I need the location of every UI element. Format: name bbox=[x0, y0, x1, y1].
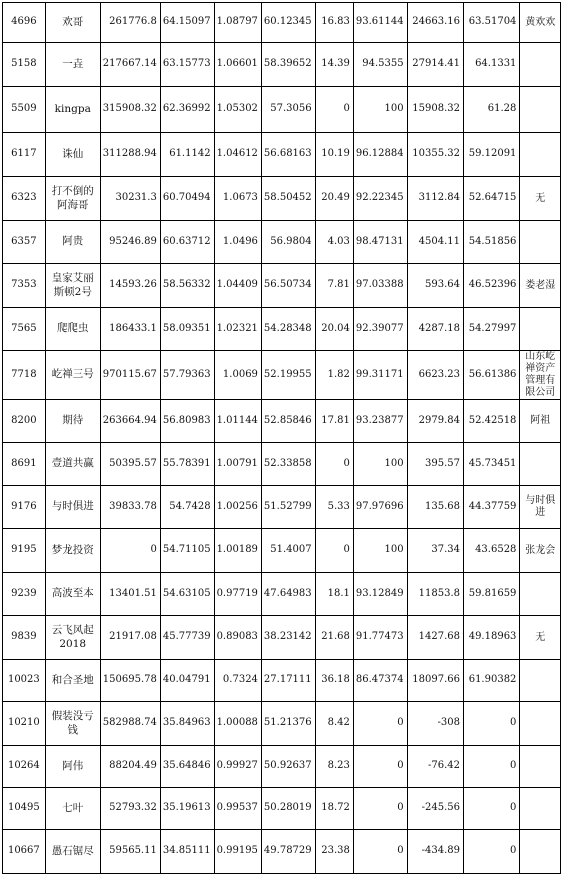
value-cell: 1.06601 bbox=[214, 43, 261, 87]
value-cell: 50395.57 bbox=[100, 443, 160, 486]
value-cell: 60.70494 bbox=[160, 177, 214, 221]
value-cell: 14.39 bbox=[315, 43, 353, 87]
value-cell: 97.03388 bbox=[353, 264, 407, 308]
value-cell: 1.0673 bbox=[214, 177, 261, 221]
name-cell: 云飞风起2018 bbox=[45, 616, 100, 660]
id-cell: 6323 bbox=[3, 177, 46, 221]
value-cell: 6623.23 bbox=[407, 351, 463, 400]
value-cell: 61.1142 bbox=[160, 133, 214, 177]
value-cell: 582988.74 bbox=[100, 702, 160, 746]
value-cell: 18097.66 bbox=[407, 660, 463, 702]
value-cell: 10355.32 bbox=[407, 133, 463, 177]
value-cell: 50.28019 bbox=[261, 788, 315, 830]
value-cell: 1.05302 bbox=[214, 87, 261, 133]
value-cell: 93.12849 bbox=[353, 573, 407, 616]
note-cell: 与时俱进 bbox=[520, 486, 561, 529]
value-cell: 4.03 bbox=[315, 221, 353, 264]
id-cell: 8200 bbox=[3, 400, 46, 443]
value-cell: 44.37759 bbox=[464, 486, 520, 529]
value-cell: 99.31171 bbox=[353, 351, 407, 400]
name-cell: 爬爬虫 bbox=[45, 308, 100, 351]
value-cell: 54.27997 bbox=[464, 308, 520, 351]
id-cell: 9839 bbox=[3, 616, 46, 660]
note-cell: 阿祖 bbox=[520, 400, 561, 443]
value-cell: 1.04409 bbox=[214, 264, 261, 308]
value-cell: 16.83 bbox=[315, 3, 353, 43]
value-cell: 54.7428 bbox=[160, 486, 214, 529]
table-row bbox=[3, 3, 561, 43]
value-cell: 1.08797 bbox=[214, 3, 261, 43]
table-row bbox=[3, 746, 561, 788]
value-cell: 63.15773 bbox=[160, 43, 214, 87]
id-cell: 9195 bbox=[3, 529, 46, 573]
value-cell: 20.04 bbox=[315, 308, 353, 351]
value-cell: 27914.41 bbox=[407, 43, 463, 87]
value-cell: 59.81659 bbox=[464, 573, 520, 616]
name-cell: 七叶 bbox=[45, 788, 100, 830]
value-cell: 45.77739 bbox=[160, 616, 214, 660]
id-cell: 7353 bbox=[3, 264, 46, 308]
value-cell: -245.56 bbox=[407, 788, 463, 830]
value-cell: 52.85846 bbox=[261, 400, 315, 443]
value-cell: 1.0496 bbox=[214, 221, 261, 264]
name-cell: 壹道共赢 bbox=[45, 443, 100, 486]
value-cell: 0 bbox=[464, 702, 520, 746]
value-cell: 38.23142 bbox=[261, 616, 315, 660]
value-cell: 35.84963 bbox=[160, 702, 214, 746]
value-cell: 46.52396 bbox=[464, 264, 520, 308]
value-cell: 52.19955 bbox=[261, 351, 315, 400]
value-cell: 263664.94 bbox=[100, 400, 160, 443]
table-row bbox=[3, 529, 561, 573]
value-cell: 0 bbox=[464, 746, 520, 788]
value-cell: 58.50452 bbox=[261, 177, 315, 221]
name-cell: 假装没亏钱 bbox=[45, 702, 100, 746]
value-cell: 61.28 bbox=[464, 87, 520, 133]
table-row bbox=[3, 87, 561, 133]
value-cell: 60.63712 bbox=[160, 221, 214, 264]
id-cell: 7718 bbox=[3, 351, 46, 400]
value-cell: 35.64846 bbox=[160, 746, 214, 788]
id-cell: 6117 bbox=[3, 133, 46, 177]
value-cell: 0 bbox=[100, 529, 160, 573]
value-cell: 56.50734 bbox=[261, 264, 315, 308]
id-cell: 9176 bbox=[3, 486, 46, 529]
name-cell: 和合圣地 bbox=[45, 660, 100, 702]
value-cell: 100 bbox=[353, 443, 407, 486]
id-cell: 10210 bbox=[3, 702, 46, 746]
note-cell bbox=[520, 702, 561, 746]
id-cell: 5158 bbox=[3, 43, 46, 87]
note-cell bbox=[520, 443, 561, 486]
note-cell: 娄老湿 bbox=[520, 264, 561, 308]
value-cell: 58.56332 bbox=[160, 264, 214, 308]
value-cell: 395.57 bbox=[407, 443, 463, 486]
value-cell: 0 bbox=[464, 830, 520, 874]
name-cell: 欢哥 bbox=[45, 3, 100, 43]
id-cell: 5509 bbox=[3, 87, 46, 133]
value-cell: 100 bbox=[353, 87, 407, 133]
note-cell bbox=[520, 43, 561, 87]
note-cell: 无 bbox=[520, 177, 561, 221]
table-row bbox=[3, 351, 561, 400]
value-cell: 56.9804 bbox=[261, 221, 315, 264]
value-cell: 61.90382 bbox=[464, 660, 520, 702]
value-cell: 39833.78 bbox=[100, 486, 160, 529]
value-cell: 57.79363 bbox=[160, 351, 214, 400]
value-cell: 1.02321 bbox=[214, 308, 261, 351]
value-cell: 64.1331 bbox=[464, 43, 520, 87]
value-cell: 1.00189 bbox=[214, 529, 261, 573]
value-cell: 261776.8 bbox=[100, 3, 160, 43]
id-cell: 6357 bbox=[3, 221, 46, 264]
name-cell: 阿贵 bbox=[45, 221, 100, 264]
value-cell: 56.61386 bbox=[464, 351, 520, 400]
value-cell: 21.68 bbox=[315, 616, 353, 660]
name-cell: kingpa bbox=[45, 87, 100, 133]
value-cell: 0 bbox=[464, 788, 520, 830]
value-cell: 92.39077 bbox=[353, 308, 407, 351]
value-cell: 52.42518 bbox=[464, 400, 520, 443]
value-cell: 49.18963 bbox=[464, 616, 520, 660]
value-cell: 98.47131 bbox=[353, 221, 407, 264]
id-cell: 8691 bbox=[3, 443, 46, 486]
value-cell: 51.4007 bbox=[261, 529, 315, 573]
value-cell: 30231.3 bbox=[100, 177, 160, 221]
value-cell: 1427.68 bbox=[407, 616, 463, 660]
note-cell: 张龙会 bbox=[520, 529, 561, 573]
id-cell: 10667 bbox=[3, 830, 46, 874]
value-cell: 0 bbox=[315, 443, 353, 486]
value-cell: 94.5355 bbox=[353, 43, 407, 87]
name-cell: 高波至本 bbox=[45, 573, 100, 616]
value-cell: 14593.26 bbox=[100, 264, 160, 308]
id-cell: 10264 bbox=[3, 746, 46, 788]
value-cell: 0 bbox=[353, 830, 407, 874]
value-cell: 57.3056 bbox=[261, 87, 315, 133]
value-cell: 93.23877 bbox=[353, 400, 407, 443]
table-row bbox=[3, 660, 561, 702]
value-cell: 1.00256 bbox=[214, 486, 261, 529]
id-cell: 10495 bbox=[3, 788, 46, 830]
value-cell: 0 bbox=[353, 746, 407, 788]
id-cell: 4696 bbox=[3, 3, 46, 43]
id-cell: 9239 bbox=[3, 573, 46, 616]
table-row bbox=[3, 177, 561, 221]
value-cell: 11853.8 bbox=[407, 573, 463, 616]
id-cell: 7565 bbox=[3, 308, 46, 351]
value-cell: 36.18 bbox=[315, 660, 353, 702]
value-cell: 100 bbox=[353, 529, 407, 573]
name-cell: 与时俱进 bbox=[45, 486, 100, 529]
value-cell: 52793.32 bbox=[100, 788, 160, 830]
value-cell: 10.19 bbox=[315, 133, 353, 177]
value-cell: 15908.32 bbox=[407, 87, 463, 133]
value-cell: 311288.94 bbox=[100, 133, 160, 177]
table-row bbox=[3, 43, 561, 87]
name-cell: 打不倒的阿海哥 bbox=[45, 177, 100, 221]
table-row bbox=[3, 308, 561, 351]
value-cell: 18.1 bbox=[315, 573, 353, 616]
value-cell: 3112.84 bbox=[407, 177, 463, 221]
name-cell: 梦龙投资 bbox=[45, 529, 100, 573]
value-cell: 50.92637 bbox=[261, 746, 315, 788]
value-cell: 593.64 bbox=[407, 264, 463, 308]
note-cell bbox=[520, 221, 561, 264]
table-body bbox=[3, 3, 561, 874]
value-cell: 47.64983 bbox=[261, 573, 315, 616]
value-cell: 4287.18 bbox=[407, 308, 463, 351]
value-cell: 135.68 bbox=[407, 486, 463, 529]
value-cell: 18.72 bbox=[315, 788, 353, 830]
note-cell bbox=[520, 573, 561, 616]
value-cell: 27.17111 bbox=[261, 660, 315, 702]
name-cell: 诛仙 bbox=[45, 133, 100, 177]
value-cell: -76.42 bbox=[407, 746, 463, 788]
note-cell: 山东屹禅资产管理有限公司 bbox=[520, 351, 561, 400]
id-cell: 10023 bbox=[3, 660, 46, 702]
value-cell: 52.33858 bbox=[261, 443, 315, 486]
name-cell: 皇家艾丽斯顿2号 bbox=[45, 264, 100, 308]
value-cell: 5.33 bbox=[315, 486, 353, 529]
name-cell: 阿伟 bbox=[45, 746, 100, 788]
note-cell bbox=[520, 133, 561, 177]
value-cell: 92.22345 bbox=[353, 177, 407, 221]
value-cell: 17.81 bbox=[315, 400, 353, 443]
value-cell: 54.63105 bbox=[160, 573, 214, 616]
value-cell: 45.73451 bbox=[464, 443, 520, 486]
name-cell: 屹禅三号 bbox=[45, 351, 100, 400]
value-cell: 91.77473 bbox=[353, 616, 407, 660]
value-cell: 0.99927 bbox=[214, 746, 261, 788]
value-cell: 49.78729 bbox=[261, 830, 315, 874]
table-row bbox=[3, 264, 561, 308]
value-cell: 0 bbox=[353, 788, 407, 830]
value-cell: 0 bbox=[353, 702, 407, 746]
value-cell: 217667.14 bbox=[100, 43, 160, 87]
note-cell: 无 bbox=[520, 616, 561, 660]
value-cell: 20.49 bbox=[315, 177, 353, 221]
note-cell bbox=[520, 830, 561, 874]
value-cell: 86.47374 bbox=[353, 660, 407, 702]
table-row bbox=[3, 702, 561, 746]
value-cell: 1.04612 bbox=[214, 133, 261, 177]
value-cell: 8.42 bbox=[315, 702, 353, 746]
value-cell: 62.36992 bbox=[160, 87, 214, 133]
value-cell: 55.78391 bbox=[160, 443, 214, 486]
value-cell: 95246.89 bbox=[100, 221, 160, 264]
value-cell: 59565.11 bbox=[100, 830, 160, 874]
note-cell bbox=[520, 746, 561, 788]
value-cell: 1.00791 bbox=[214, 443, 261, 486]
value-cell: 54.71105 bbox=[160, 529, 214, 573]
value-cell: -308 bbox=[407, 702, 463, 746]
value-cell: 34.85111 bbox=[160, 830, 214, 874]
value-cell: 60.12345 bbox=[261, 3, 315, 43]
value-cell: 13401.51 bbox=[100, 573, 160, 616]
note-cell bbox=[520, 308, 561, 351]
note-cell: 黄欢欢 bbox=[520, 3, 561, 43]
value-cell: 97.97696 bbox=[353, 486, 407, 529]
value-cell: 51.52799 bbox=[261, 486, 315, 529]
value-cell: 56.68163 bbox=[261, 133, 315, 177]
table-row bbox=[3, 443, 561, 486]
value-cell: 1.0069 bbox=[214, 351, 261, 400]
name-cell: 一垚 bbox=[45, 43, 100, 87]
value-cell: 0.97719 bbox=[214, 573, 261, 616]
value-cell: 150695.78 bbox=[100, 660, 160, 702]
table-row bbox=[3, 830, 561, 874]
value-cell: 24663.16 bbox=[407, 3, 463, 43]
value-cell: 186433.1 bbox=[100, 308, 160, 351]
table-row bbox=[3, 221, 561, 264]
value-cell: 8.23 bbox=[315, 746, 353, 788]
value-cell: 0.99195 bbox=[214, 830, 261, 874]
value-cell: 0 bbox=[315, 529, 353, 573]
value-cell: 58.39652 bbox=[261, 43, 315, 87]
value-cell: 59.12091 bbox=[464, 133, 520, 177]
value-cell: 315908.32 bbox=[100, 87, 160, 133]
value-cell: 52.64715 bbox=[464, 177, 520, 221]
value-cell: 64.15097 bbox=[160, 3, 214, 43]
value-cell: 0.89083 bbox=[214, 616, 261, 660]
ranking-table bbox=[2, 2, 561, 874]
note-cell bbox=[520, 788, 561, 830]
table-row bbox=[3, 486, 561, 529]
value-cell: 56.80983 bbox=[160, 400, 214, 443]
value-cell: 54.51856 bbox=[464, 221, 520, 264]
value-cell: 40.04791 bbox=[160, 660, 214, 702]
value-cell: 96.12884 bbox=[353, 133, 407, 177]
value-cell: 54.28348 bbox=[261, 308, 315, 351]
name-cell: 期待 bbox=[45, 400, 100, 443]
value-cell: 51.21376 bbox=[261, 702, 315, 746]
value-cell: 58.09351 bbox=[160, 308, 214, 351]
name-cell: 愚石锯尽 bbox=[45, 830, 100, 874]
value-cell: 21917.08 bbox=[100, 616, 160, 660]
note-cell bbox=[520, 87, 561, 133]
value-cell: 7.81 bbox=[315, 264, 353, 308]
value-cell: 2979.84 bbox=[407, 400, 463, 443]
value-cell: 37.34 bbox=[407, 529, 463, 573]
table-row bbox=[3, 573, 561, 616]
value-cell: 970115.67 bbox=[100, 351, 160, 400]
table-row bbox=[3, 616, 561, 660]
value-cell: 93.61144 bbox=[353, 3, 407, 43]
value-cell: 23.38 bbox=[315, 830, 353, 874]
value-cell: 0.99537 bbox=[214, 788, 261, 830]
value-cell: 0 bbox=[315, 87, 353, 133]
table-row bbox=[3, 133, 561, 177]
value-cell: 4504.11 bbox=[407, 221, 463, 264]
value-cell: 88204.49 bbox=[100, 746, 160, 788]
table-row bbox=[3, 400, 561, 443]
value-cell: 35.19613 bbox=[160, 788, 214, 830]
value-cell: 1.82 bbox=[315, 351, 353, 400]
value-cell: 1.01144 bbox=[214, 400, 261, 443]
value-cell: 0.7324 bbox=[214, 660, 261, 702]
table-row bbox=[3, 788, 561, 830]
value-cell: 63.51704 bbox=[464, 3, 520, 43]
value-cell: -434.89 bbox=[407, 830, 463, 874]
value-cell: 43.6528 bbox=[464, 529, 520, 573]
note-cell bbox=[520, 660, 561, 702]
value-cell: 1.00088 bbox=[214, 702, 261, 746]
